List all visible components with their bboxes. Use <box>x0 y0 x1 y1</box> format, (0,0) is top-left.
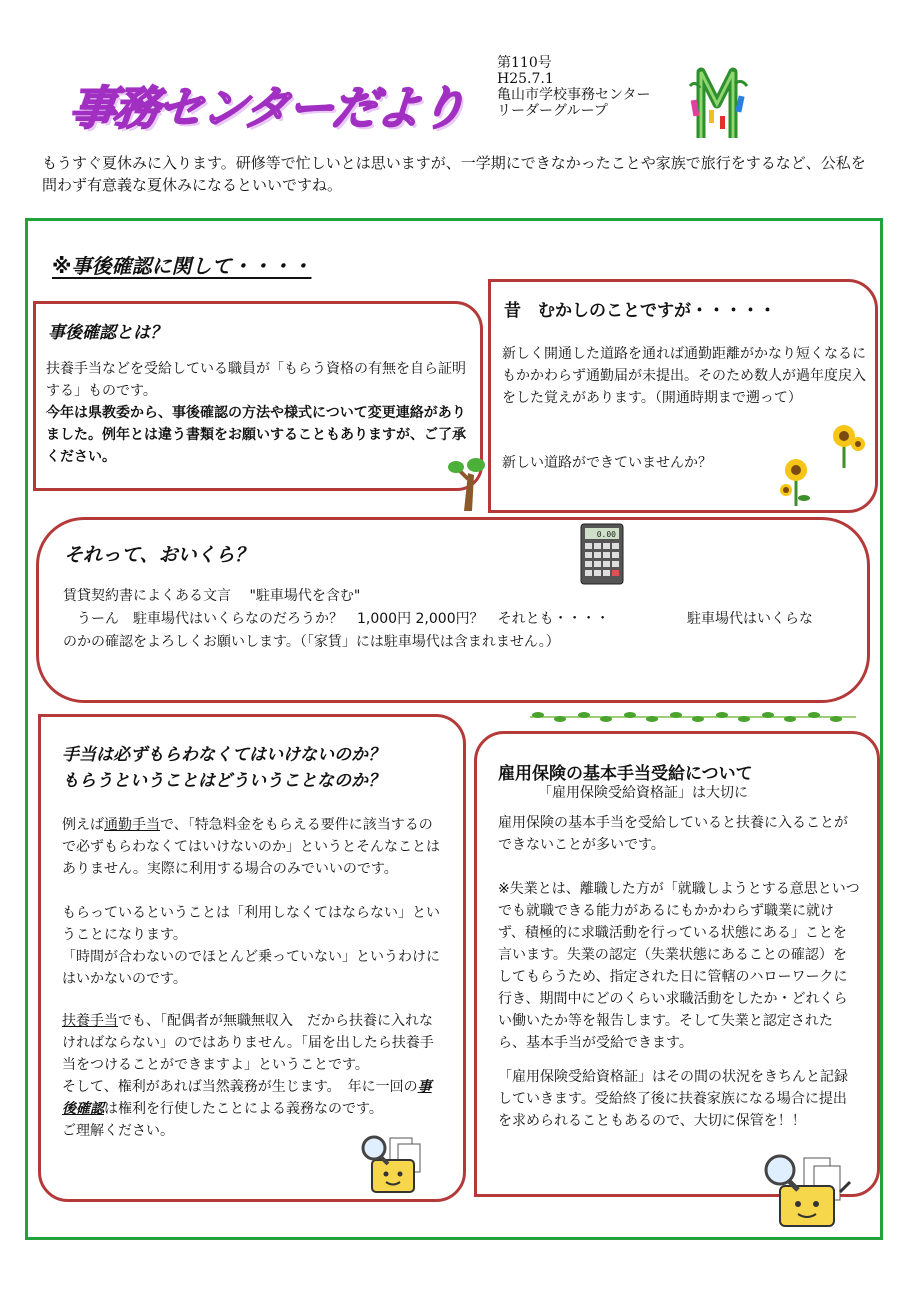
newsletter-title: 事務センターだより <box>66 81 467 135</box>
box1-heading: 事後確認とは？ <box>48 323 167 343</box>
box4-paragraph-4 <box>62 1010 442 1076</box>
group-name: リーダーグループ <box>497 103 608 119</box>
box4-paragraph-1 <box>62 814 442 880</box>
folder-magnifier-icon <box>358 1134 434 1196</box>
box3-line-1: 賃貸契約書によくある文言 "駐車場代を含む" <box>63 588 361 604</box>
section-title: ※事後確認に関して・・・・ <box>52 254 312 278</box>
box4-paragraph-3: 「時間が合わないのでほとんど乗っていない」というわけにはいかないのです。 <box>62 949 440 987</box>
vine-decoration-icon <box>530 709 856 725</box>
box4-p4-post: でも、「配偶者が無職無収入 だから扶養に入れなければならない」のではありません。「届を出したら扶養手当をつけることができますよ」ということです。 <box>62 1013 434 1073</box>
box2-heading: 昔 むかしのことですが・・・・・ <box>504 301 776 321</box>
box2-paragraph-1: 新しく開通した道路を通れば通勤距離がかなり短くなるにもかかわらず通勤届が未提出。そのため数人が過年度戻入をした覚えがあります。（開通時期まで遡って） <box>502 346 866 406</box>
issue-date: H25.7.1 <box>497 71 554 87</box>
post-confirmation-term: 事後確認 <box>62 1079 432 1117</box>
box4-p1-pre: 例えば <box>62 817 104 833</box>
box5-heading: 雇用保険の基本手当受給について <box>498 764 753 784</box>
box4-paragraph-2: もらっているということは「利用しなくてはならない」ということになります。 <box>62 905 440 943</box>
tanabata-bamboo-icon <box>687 66 749 140</box>
box5-paragraph-3: 「雇用保険受給資格証」はその間の状況をきちんと記録していきます。受給終了後に扶養家族になる場合に提出を求められることもあるので、大切に保管を！！ <box>498 1069 848 1129</box>
box5-paragraph-1: 雇用保険の基本手当を受給していると扶養に入ることができないことが多いです。 <box>498 815 848 853</box>
box4-paragraph-5 <box>62 1076 442 1120</box>
masthead-info <box>497 55 650 119</box>
box1-paragraph-1: 扶養手当などを受給している職員が「もらう資格の有無を自ら証明する」ものです。 <box>46 361 466 399</box>
box3-line-2b: 駐車場代はいくらな <box>687 611 813 627</box>
box3-line-2a: うーん 駐車場代はいくらなのだろうか？ 1,000円 2,000円？ それとも・・・・ <box>63 611 610 627</box>
box4-p5-pre: そして、権利があれば当然義務が生じます。 年に一回の <box>62 1079 418 1095</box>
calculator-icon <box>580 523 624 585</box>
sunflower-icon <box>776 418 868 508</box>
commute-allowance-term: 通勤手当 <box>104 817 160 833</box>
box3-line-3: のかの確認をよろしくお願いします。（「家賃」には駐車場代は含まれません。） <box>63 634 560 650</box>
organization: 亀山市学校事務センター <box>497 87 651 103</box>
tree-icon <box>448 455 488 511</box>
box2-paragraph-2: 新しい道路ができていませんか？ <box>502 455 712 471</box>
box5-subheading: 「雇用保険受給資格証」は大切に <box>538 785 748 801</box>
folder-magnifier-icon-large <box>760 1152 856 1232</box>
box1-paragraph-2: 今年は県教委から、事後確認の方法や様式について変更連絡がありました。例年とは違う書類をお願いすることもありますが、ご了承ください。 <box>46 405 466 465</box>
box4-heading-2: もらうということはどういうことなのか？ <box>62 771 385 791</box>
box4-p1-post: で、「特急料金をもらえる要件に該当するので必ずもらわなくてはいけないのか」というとそんなことはありません。実際に利用する場合のみでいいのです。 <box>62 817 440 877</box>
box4-paragraph-6: ご理解ください。 <box>62 1123 174 1139</box>
box4-heading-1: 手当は必ずもらわなくてはいけないのか？ <box>62 745 385 765</box>
box5-paragraph-2: ※失業とは、離職した方が「就職しようとする意思といつでも就職できる能力があるにもかかわらず職業に就けず、積極的に求職活動を行っている状態にある」ことを言います。失業の認定（失業状態にあることの確認）をしてもらうため、指定された日に管轄のハローワークに行き、期間中にどのくらい求職活動をしたか・どれくらい働いたか等を報告します。そして失業と認定されたら、基本手当が受給できます。 <box>498 881 860 1051</box>
issue-number: 第110号 <box>497 55 552 71</box>
box4-p5-post: は権利を行使したことによる義務なのです。 <box>104 1101 383 1117</box>
intro-text: もうすぐ夏休みに入ります。研修等で忙しいとは思いますが、一学期にできなかったことや家族で旅行をするなど、公私を問わず有意義な夏休みになるといいですね。 <box>42 154 866 194</box>
calculator-display: 0.00 <box>596 530 616 539</box>
dependent-allowance-term: 扶養手当 <box>62 1013 118 1029</box>
box3-heading: それって、おいくら？ <box>64 544 254 566</box>
